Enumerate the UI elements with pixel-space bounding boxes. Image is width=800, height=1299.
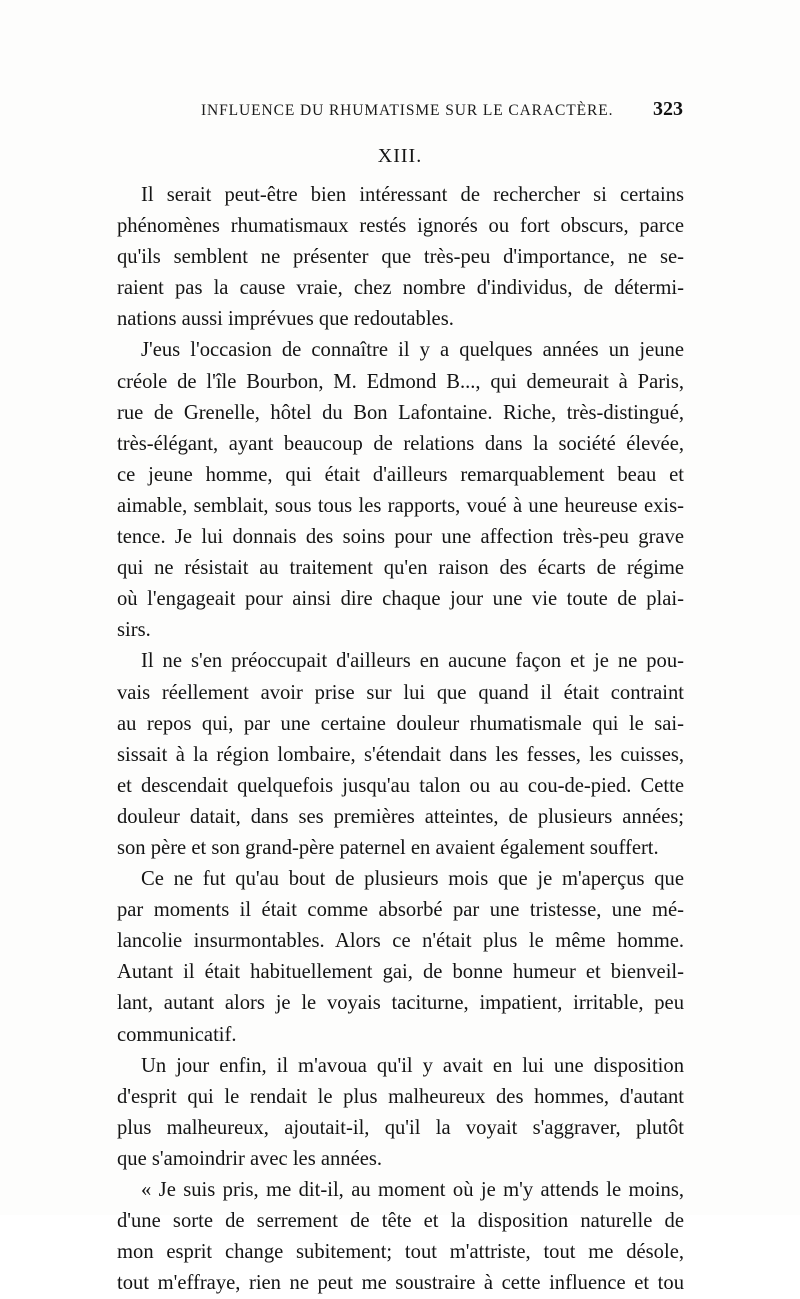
text-line: par moments il était comme absorbé par une tristesse, une mé- — [117, 899, 684, 922]
text-line: Ce ne fut qu'au bout de plusieurs mois que je m'aperçus que — [141, 868, 684, 891]
text-line: aimable, semblait, sous tous les rapports, voué à une heureuse exis- — [117, 494, 684, 517]
text-line: sirs. — [117, 619, 151, 642]
paragraph — [117, 864, 684, 1051]
text-line: que s'amoindrir avec les années. — [117, 1147, 383, 1170]
text-line: Autant il était habituellement gai, de bonne humeur et bienveil- — [117, 961, 684, 984]
text-line: tout m'effraye, rien ne peut me soustraire à cette influence et tou — [117, 1272, 684, 1295]
text-line: sissait à la région lombaire, s'étendait dans les fesses, les cuisses, — [117, 743, 684, 766]
text-line: son père et son grand-père paternel en avaient également souffert. — [117, 836, 659, 859]
text-line: plus malheureux, ajoutait-il, qu'il la voyait s'aggraver, plutôt — [117, 1116, 684, 1139]
text-line: « Je suis pris, me dit-il, au moment où je m'y attends le moins, — [141, 1179, 684, 1201]
page-number: 323 — [653, 98, 683, 120]
text-line: Il ne s'en préoccupait d'ailleurs en aucune façon et je ne pou- — [141, 650, 684, 673]
running-header — [115, 100, 685, 128]
text-line: d'esprit qui le rendait le plus malheureux des hommes, d'autant — [117, 1085, 684, 1108]
text-line: et descendait quelquefois jusqu'au talon ou au cou-de-pied. Cette — [117, 774, 684, 797]
text-line: Un jour enfin, il m'avoua qu'il y avait en lui une disposition — [141, 1054, 684, 1077]
section-heading: XIII. — [377, 145, 423, 167]
text-line: où l'engageait pour ainsi dire chaque jour une vie toute de plai- — [117, 588, 684, 611]
paragraph — [117, 1051, 684, 1175]
text-line: lancolie insurmontables. Alors ce n'était plus le même homme. — [117, 930, 684, 953]
text-line: douleur datait, dans ses premières atteintes, de plusieurs années; — [117, 805, 684, 828]
text-line: ce jeune homme, qui était d'ailleurs remarquablement beau et — [117, 463, 684, 486]
text-line: communicatif. — [117, 1023, 237, 1046]
paragraph — [117, 646, 684, 864]
text-line: mon esprit change subitement; tout m'attriste, tout me désole, — [117, 1241, 684, 1264]
paragraph — [117, 180, 684, 335]
text-line: nations aussi imprévues que redoutables. — [117, 308, 454, 331]
text-line: créole de l'île Bourbon, M. Edmond B..., qui demeurait à Paris, — [117, 370, 684, 393]
text-line: tence. Je lui donnais des soins pour une affection très-peu grave — [117, 526, 684, 549]
paragraph — [117, 335, 684, 646]
running-title: INFLUENCE DU RHUMATISME SUR LE CARACTÈRE. — [201, 102, 614, 119]
text-line: J'eus l'occasion de connaître il y a quelques années un jeune — [141, 339, 684, 362]
text-line: rue de Grenelle, hôtel du Bon Lafontaine. Riche, très-distingué, — [117, 401, 684, 424]
text-line: qui ne résistait au traitement qu'en raison des écarts de régime — [117, 557, 684, 580]
text-line: d'une sorte de serrement de tête et la disposition naturelle de — [117, 1210, 684, 1233]
body-text — [117, 180, 684, 1299]
text-line: très-élégant, ayant beaucoup de relations dans la société élevée, — [117, 432, 684, 455]
text-line: raient pas la cause vraie, chez nombre d'individus, de détermi- — [117, 277, 684, 300]
text-line: Il serait peut-être bien intéressant de rechercher si certains — [141, 184, 684, 206]
paragraph — [117, 1175, 684, 1299]
text-line: phénomènes rhumatismaux restés ignorés ou fort obscurs, parce — [117, 215, 684, 238]
text-line: lant, autant alors je le voyais taciturne, impatient, irritable, peu — [117, 992, 684, 1015]
text-line: vais réellement avoir prise sur lui que quand il était contraint — [117, 681, 684, 704]
text-line: qu'ils semblent ne présenter que très-peu d'importance, ne se- — [117, 246, 684, 269]
text-line: au repos qui, par une certaine douleur rhumatismale qui le sai- — [117, 712, 684, 735]
